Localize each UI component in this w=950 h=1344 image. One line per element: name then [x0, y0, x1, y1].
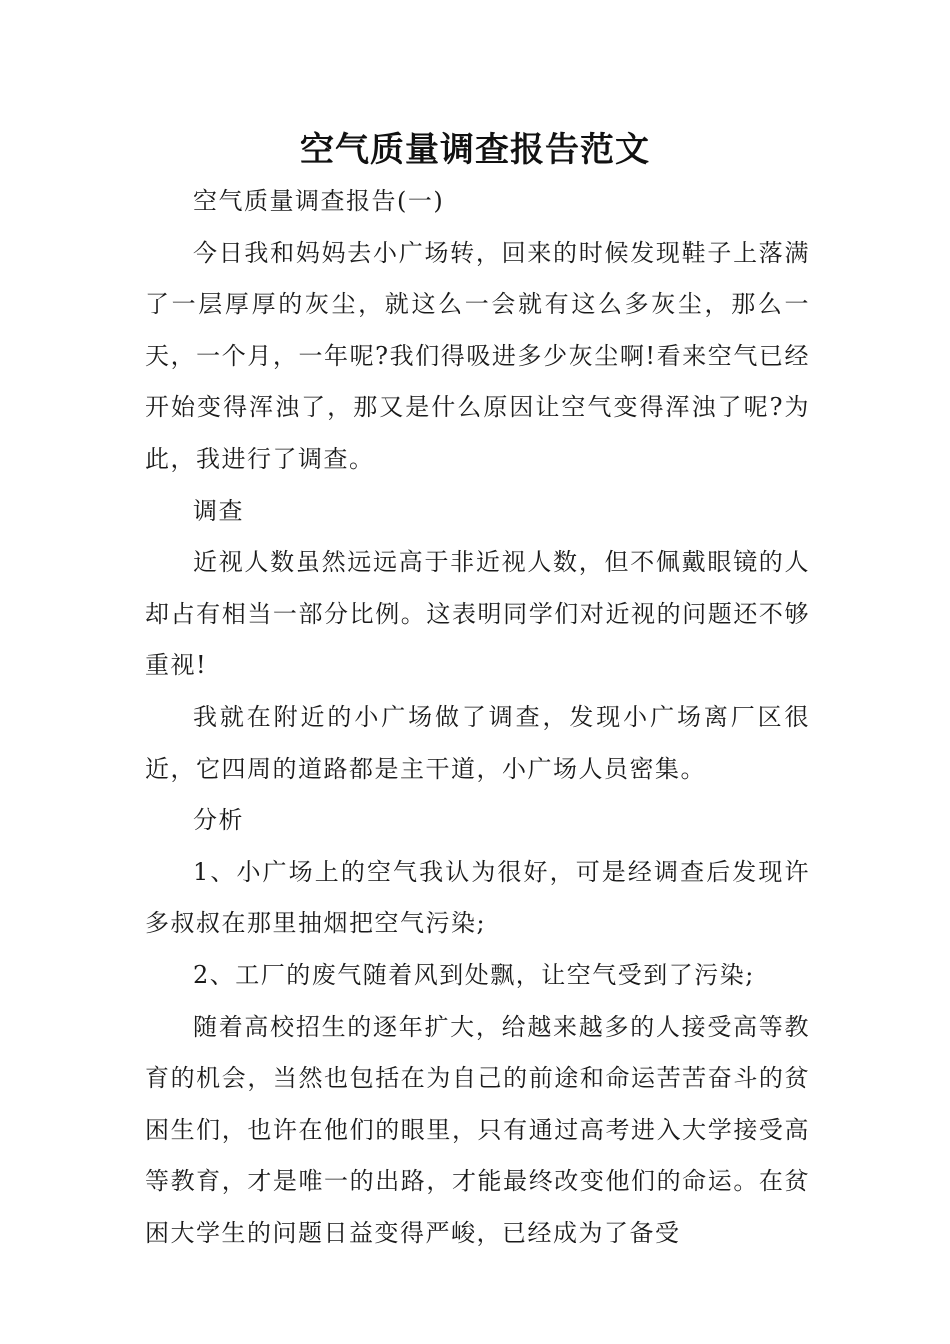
paragraph-intro: 今日我和妈妈去小广场转，回来的时候发现鞋子上落满了一层厚厚的灰尘，就这么一会就有这么多灰尘，那么一天，一个月，一年呢?我们得吸进多少灰尘啊!看来空气已经开始变得浑浊了，那又是什么原因让空气变得浑浊了呢?为此，我进行了调查。	[145, 238, 810, 473]
section-heading-report-one: 空气质量调查报告(一)	[193, 187, 445, 215]
paragraph-college: 随着高校招生的逐年扩大，给越来越多的人接受高等教育的机会，当然也包括在为自己的前途和命运苦苦奋斗的贫困生们，也许在他们的眼里，只有通过高考进入大学接受高等教育，才是唯一的出路，才能最终改变他们的命运。在贫困大学生的问题日益变得严峻，已经成为了备受	[145, 1012, 810, 1247]
section-heading-analysis: 分析	[193, 806, 244, 835]
document-body	[145, 176, 810, 1259]
paragraph-analysis-1: 1、小广场上的空气我认为很好，可是经调查后发现许多叔叔在那里抽烟把空气污染;	[145, 857, 810, 938]
paragraph-square-survey: 我就在附近的小广场做了调查，发现小广场离厂区很近，它四周的道路都是主干道，小广场人员密集。	[145, 702, 810, 783]
section-heading-survey: 调查	[193, 496, 244, 525]
paragraph-myopia: 近视人数虽然远远高于非近视人数，但不佩戴眼镜的人却占有相当一部分比例。这表明同学们对近视的问题还不够重视!	[145, 548, 810, 680]
paragraph-analysis-2: 2、工厂的废气随着风到处飘，让空气受到了污染;	[193, 960, 755, 989]
document-title: 空气质量调查报告范文	[300, 130, 650, 170]
